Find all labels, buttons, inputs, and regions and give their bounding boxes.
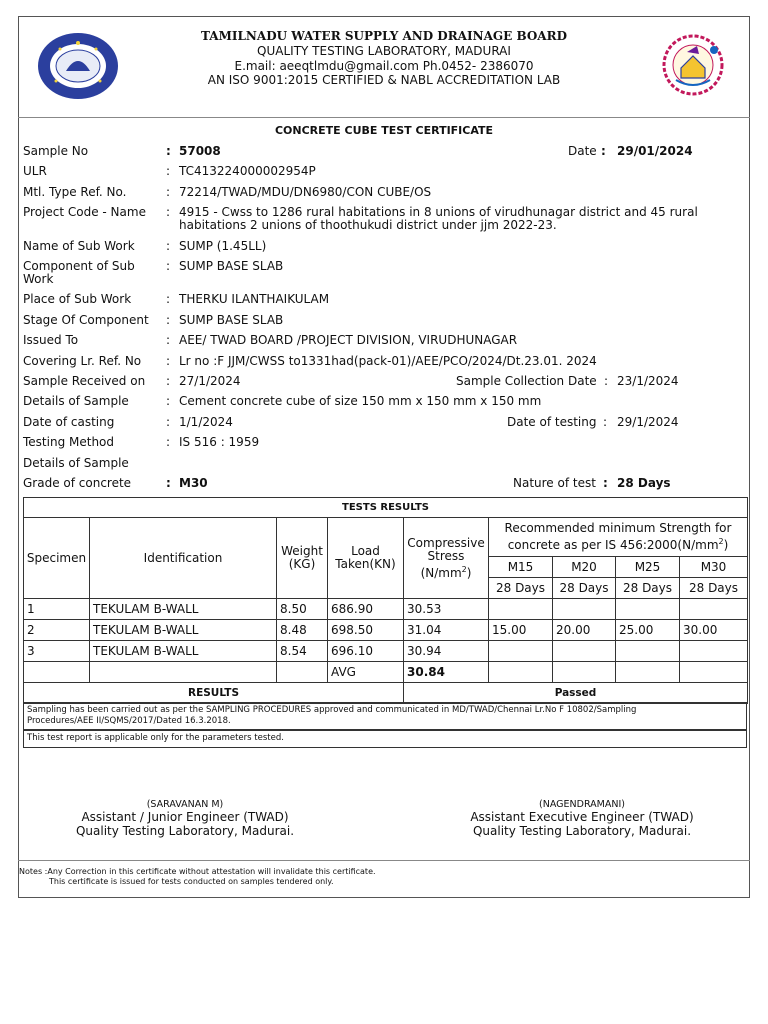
applicability-note-box (23, 730, 747, 748)
footer-note-2: This certificate is issued for tests conducted on samples tendered only. (49, 877, 334, 886)
project-label: Project Code - Name (23, 205, 146, 219)
cell-identification: TEKULAM B-WALL (90, 599, 277, 620)
sampling-note-box (23, 702, 747, 730)
method-value: IS 516 : 1959 (179, 435, 260, 449)
cell-load: 696.10 (328, 641, 404, 662)
cell (680, 662, 748, 683)
colon: : (166, 435, 171, 449)
results-value: Passed (404, 683, 748, 704)
contact-line: E.mail: aeeqtlmdu@gmail.com Ph.0452- 2386070 (234, 59, 534, 73)
testing-date-label: Date of testing (507, 415, 597, 429)
header-stress-sup: 2 (461, 564, 467, 574)
cell-weight: 8.50 (277, 599, 328, 620)
mtl-value: 72214/TWAD/MDU/DN6980/CON CUBE/OS (179, 185, 432, 199)
cell-m20 (553, 599, 616, 620)
colon: : (603, 415, 608, 429)
grade-m30: M30 (680, 557, 748, 578)
table-row (24, 599, 748, 620)
issued-value: AEE/ TWAD BOARD /PROJECT DIVISION, VIRUDHUNAGAR (179, 333, 518, 347)
colon: : (166, 354, 171, 368)
results-label: RESULTS (24, 683, 404, 704)
header-recommended-close: ) (723, 538, 729, 552)
details2-label: Details of Sample (23, 456, 129, 470)
details-value: Cement concrete cube of size 150 mm x 150 mm x 150 mm (179, 394, 542, 408)
avg-row (24, 662, 748, 683)
colon: : (166, 333, 171, 347)
header-load (328, 518, 404, 599)
cell-m20: 20.00 (553, 620, 616, 641)
cell (24, 662, 90, 683)
grade-m15: M15 (489, 557, 553, 578)
place-value: THERKU ILANTHAIKULAM (179, 292, 330, 306)
colon: : (166, 205, 171, 219)
right-signatory-lab: Quality Testing Laboratory, Madurai. (472, 824, 692, 838)
received-label: Sample Received on (23, 374, 146, 388)
cell (277, 662, 328, 683)
colon: : (166, 415, 171, 429)
cell-load: 698.50 (328, 620, 404, 641)
header-stress-close: ) (466, 565, 472, 580)
header-weight-line2: (KG) (288, 557, 316, 571)
sample-no-value: 57008 (179, 144, 221, 158)
date-value: 29/01/2024 (617, 144, 693, 158)
left-signatory-lab: Quality Testing Laboratory, Madurai. (75, 824, 295, 838)
casting-value: 1/1/2024 (179, 415, 233, 429)
left-signatory-title: Assistant / Junior Engineer (TWAD) (81, 810, 289, 824)
nature-label: Nature of test (513, 476, 596, 490)
colon: : (166, 164, 171, 178)
header-stress-line2: Stress (427, 548, 465, 563)
ulr-label: ULR (23, 164, 47, 178)
right-signatory-title: Assistant Executive Engineer (TWAD) (470, 810, 694, 824)
colon: : (601, 144, 606, 158)
subwork-value: SUMP (1.45LL) (179, 239, 267, 253)
covering-value: Lr no :F JJM/CWSS to1331had(pack-01)/AEE/PCO/2024/Dt.23.01. 2024 (179, 354, 597, 368)
header-recommended (489, 518, 748, 557)
days-m30: 28 Days (680, 578, 748, 599)
cell-specimen: 2 (24, 620, 90, 641)
collection-label: Sample Collection Date (456, 374, 597, 388)
cell (553, 662, 616, 683)
colon: : (166, 313, 171, 327)
cell-weight: 8.54 (277, 641, 328, 662)
header-recommended-line1: Recommended minimum Strength for (504, 521, 732, 535)
test-results-table (23, 497, 748, 704)
cell (616, 662, 680, 683)
grade-m25: M25 (616, 557, 680, 578)
org-name: TAMILNADU WATER SUPPLY AND DRAINAGE BOARD (201, 29, 567, 43)
table-title: TESTS RESULTS (24, 498, 748, 518)
issued-label: Issued To (23, 333, 79, 347)
cell-m25 (616, 641, 680, 662)
casting-label: Date of casting (23, 415, 115, 429)
colon: : (166, 394, 171, 408)
cell-specimen: 3 (24, 641, 90, 662)
footer-divider (18, 860, 750, 861)
covering-label: Covering Lr. Ref. No (23, 354, 142, 368)
sample-no-label: Sample No (23, 144, 89, 158)
cell-identification: TEKULAM B-WALL (90, 641, 277, 662)
table-row (24, 641, 748, 662)
header-load-line1: Load (351, 544, 380, 558)
accreditation-line: AN ISO 9001:2015 CERTIFIED & NABL ACCREDITATION LAB (207, 73, 561, 87)
component-label-1: Component of Sub (23, 259, 135, 273)
header-weight (277, 518, 328, 599)
sampling-note-line1: Sampling has been carried out as per the SAMPLING PROCEDURES approved and communicated in MD/TWAD/Chennai Lr.No F 10802/Sampling (27, 705, 637, 715)
header-recommended-line2: concrete as per IS 456:2000(N/mm (507, 538, 719, 552)
lab-name: QUALITY TESTING LABORATORY, MADURAI (257, 44, 511, 58)
project-value-line2: habitations 2 unions of thoothukudi district under jjm 2022-23. (179, 218, 557, 232)
stage-label: Stage Of Component (23, 313, 149, 327)
cell-specimen: 1 (24, 599, 90, 620)
details-label: Details of Sample (23, 394, 129, 408)
header-identification: Identification (90, 518, 277, 599)
cell-m25 (616, 599, 680, 620)
cell-m15 (489, 641, 553, 662)
cell-m30: 30.00 (680, 620, 748, 641)
mtl-label: Mtl. Type Ref. No. (23, 185, 127, 199)
avg-value: 30.84 (404, 662, 489, 683)
colon: : (166, 185, 171, 199)
right-signatory-name: (NAGENDRAMANI) (539, 799, 625, 810)
component-label-2: Work (23, 272, 54, 286)
header-specimen: Specimen (24, 518, 90, 599)
cell-m20 (553, 641, 616, 662)
place-label: Place of Sub Work (23, 292, 132, 306)
ulr-value: TC413224000002954P (179, 164, 316, 178)
cell-m15 (489, 599, 553, 620)
subwork-label: Name of Sub Work (23, 239, 135, 253)
component-value: SUMP BASE SLAB (179, 259, 284, 273)
stage-value: SUMP BASE SLAB (179, 313, 284, 327)
colon: : (166, 259, 171, 273)
colon: : (166, 374, 171, 388)
header-stress-line1: Compressive (407, 535, 485, 550)
cell-stress: 30.94 (404, 641, 489, 662)
cell-stress: 31.04 (404, 620, 489, 641)
sampling-note-line2: Procedures/AEE II/SQMS/2017/Dated 16.3.2018. (27, 716, 231, 726)
header-weight-line1: Weight (281, 544, 323, 558)
cell (489, 662, 553, 683)
grade-label: Grade of concrete (23, 476, 132, 490)
received-value: 27/1/2024 (179, 374, 241, 388)
cell-load: 686.90 (328, 599, 404, 620)
colon: : (166, 239, 171, 253)
testing-date-value: 29/1/2024 (617, 415, 679, 429)
date-label: Date (568, 144, 597, 158)
days-m25: 28 Days (616, 578, 680, 599)
collection-value: 23/1/2024 (617, 374, 679, 388)
method-label: Testing Method (23, 435, 115, 449)
header-recommended-sup: 2 (718, 537, 724, 546)
cell (90, 662, 277, 683)
colon: : (166, 144, 171, 158)
grade-value: M30 (179, 476, 208, 490)
project-value-line1: 4915 - Cwss to 1286 rural habitations in 8 unions of virudhunagar district and 45 rural (179, 205, 698, 219)
applicability-note: This test report is applicable only for the parameters tested. (27, 733, 284, 743)
days-m20: 28 Days (553, 578, 616, 599)
cell-m15: 15.00 (489, 620, 553, 641)
nature-value: 28 Days (617, 476, 671, 490)
header-load-line2: Taken(KN) (335, 557, 396, 571)
header-divider (18, 117, 750, 118)
footer-note-1: Notes :Any Correction in this certificate without attestation will invalidate this certificate. (19, 867, 376, 876)
colon: : (166, 292, 171, 306)
colon: : (603, 476, 608, 490)
certificate-title: CONCRETE CUBE TEST CERTIFICATE (274, 124, 494, 137)
header-stress-unit: (N/mm (420, 565, 462, 580)
grade-m20: M20 (553, 557, 616, 578)
colon: : (604, 374, 609, 388)
results-row (24, 683, 748, 704)
cell-m30 (680, 641, 748, 662)
cell-identification: TEKULAM B-WALL (90, 620, 277, 641)
cell-weight: 8.48 (277, 620, 328, 641)
table-row (24, 620, 748, 641)
cell-m25: 25.00 (616, 620, 680, 641)
header-stress (404, 518, 489, 599)
avg-label: AVG (328, 662, 404, 683)
days-m15: 28 Days (489, 578, 553, 599)
cell-stress: 30.53 (404, 599, 489, 620)
cell-m30 (680, 599, 748, 620)
colon: : (166, 476, 171, 490)
left-signatory-name: (SARAVANAN M) (146, 799, 224, 810)
